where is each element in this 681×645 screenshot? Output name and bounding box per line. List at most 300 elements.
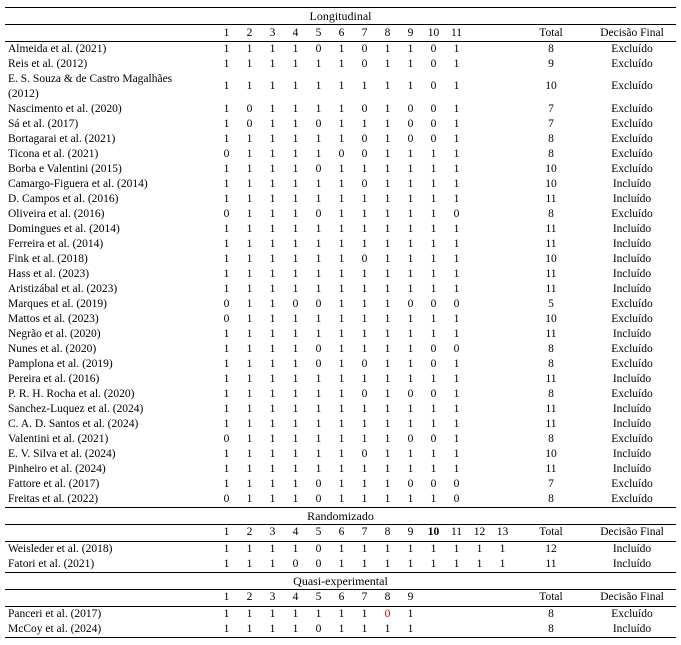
score-cell: 0 [430, 80, 437, 93]
score-cell: 1 [453, 132, 460, 145]
study-name-cell: Negrão et al. (2020) [8, 327, 101, 340]
score-cell: 1 [338, 43, 345, 56]
score-cell: 1 [453, 43, 460, 56]
score-cell: 1 [430, 542, 437, 555]
total-cell: 11 [545, 192, 557, 205]
score-cell: 1 [384, 557, 391, 570]
total-cell: 8 [548, 342, 554, 355]
decision-cell: Excluído [611, 162, 653, 175]
score-cell: 1 [384, 162, 391, 175]
study-name-cell: Aristizábal et al. (2023) [8, 282, 118, 295]
decision-cell: Excluído [611, 607, 653, 620]
score-cell: 1 [246, 447, 253, 460]
score-cell: 0 [315, 297, 322, 310]
score-cell: 1 [430, 147, 437, 160]
score-cell: 1 [246, 557, 253, 570]
score-cell: 1 [384, 222, 391, 235]
score-cell: 1 [315, 147, 322, 160]
score-cell: 1 [269, 477, 276, 490]
score-cell: 1 [361, 462, 368, 475]
study-name-cell: Almeida et al. (2021) [8, 43, 107, 56]
score-cell: 1 [384, 132, 391, 145]
decision-cell: Incluído [612, 372, 652, 385]
score-cell: 1 [269, 132, 276, 145]
score-cell: 1 [246, 432, 253, 445]
score-cell: 1 [338, 222, 345, 235]
score-cell: 1 [292, 252, 299, 265]
decision-cell: Incluído [612, 192, 652, 205]
score-cell: 1 [223, 222, 230, 235]
score-cell: 1 [430, 177, 437, 190]
score-cell: 1 [223, 282, 230, 295]
table-row [5, 402, 676, 417]
score-cell: 1 [407, 222, 414, 235]
score-cell: 1 [499, 557, 506, 570]
decision-header-cell: Decisão Final [600, 591, 664, 604]
score-cell: 1 [315, 252, 322, 265]
decision-cell: Excluído [611, 342, 653, 355]
total-cell: 8 [548, 622, 554, 635]
score-cell: 0 [430, 342, 437, 355]
study-name-cell: P. R. H. Rocha et al. (2020) [8, 387, 135, 400]
score-cell: 1 [338, 462, 345, 475]
study-name-cell: E. S. Souza & de Castro Magalhães (2012) [8, 73, 173, 100]
decision-cell: Incluído [612, 447, 652, 460]
score-cell: 1 [246, 192, 253, 205]
score-cell: 1 [269, 222, 276, 235]
criteria-header-cell: 3 [269, 26, 276, 39]
score-cell: 1 [246, 342, 253, 355]
score-cell: 0 [407, 432, 414, 445]
score-cell: 1 [407, 58, 414, 71]
score-cell: 1 [361, 282, 368, 295]
decision-cell: Excluído [611, 117, 653, 130]
total-cell: 11 [545, 282, 557, 295]
decision-cell: Incluído [612, 417, 652, 430]
section-title: Randomizado [307, 508, 374, 523]
table-row [5, 372, 676, 387]
score-cell: 1 [384, 207, 391, 220]
score-cell: 1 [223, 102, 230, 115]
score-cell: 1 [361, 432, 368, 445]
score-cell: 0 [361, 447, 368, 460]
study-name-cell: Valentini et al. (2021) [8, 432, 109, 445]
decision-cell: Excluído [611, 80, 653, 93]
score-cell: 1 [223, 327, 230, 340]
criteria-header-cell: 8 [384, 591, 391, 604]
table-row [5, 222, 676, 237]
score-cell: 1 [292, 417, 299, 430]
score-cell: 1 [292, 207, 299, 220]
score-cell: 0 [453, 297, 460, 310]
score-cell: 1 [453, 557, 460, 570]
score-cell: 0 [430, 117, 437, 130]
score-cell: 1 [407, 162, 414, 175]
study-name-cell: C. A. D. Santos et al. (2024) [8, 417, 139, 430]
score-cell: 1 [269, 282, 276, 295]
table-row [5, 177, 676, 192]
score-cell: 1 [338, 492, 345, 505]
decision-cell: Excluído [611, 43, 653, 56]
score-cell: 1 [384, 477, 391, 490]
decision-cell: Incluído [612, 622, 652, 635]
score-cell: 1 [269, 312, 276, 325]
score-cell: 1 [292, 132, 299, 145]
score-cell: 1 [223, 542, 230, 555]
score-cell: 1 [292, 43, 299, 56]
score-cell: 1 [430, 162, 437, 175]
score-cell: 1 [384, 492, 391, 505]
table-row [5, 132, 676, 147]
score-cell: 1 [384, 237, 391, 250]
score-cell: 1 [338, 252, 345, 265]
decision-cell: Excluído [611, 357, 653, 370]
score-cell: 1 [223, 80, 230, 93]
table-row [5, 492, 676, 508]
score-cell: 1 [246, 267, 253, 280]
score-cell: 1 [407, 177, 414, 190]
study-name-cell: Oliveira et al. (2016) [8, 207, 105, 220]
score-cell: 1 [384, 542, 391, 555]
score-cell: 1 [338, 387, 345, 400]
total-cell: 10 [545, 162, 557, 175]
score-cell: 0 [361, 132, 368, 145]
score-cell: 1 [269, 297, 276, 310]
criteria-header-cell: 4 [292, 591, 299, 604]
score-cell: 1 [292, 58, 299, 71]
score-cell: 1 [453, 447, 460, 460]
score-cell: 1 [384, 252, 391, 265]
score-cell: 1 [453, 80, 460, 93]
decision-cell: Excluído [611, 132, 653, 145]
score-cell: 1 [315, 58, 322, 71]
total-header-cell: Total [539, 526, 563, 539]
table-row [5, 387, 676, 402]
criteria-header-cell: 2 [246, 591, 253, 604]
assessment-table [5, 7, 676, 638]
score-cell: 1 [384, 417, 391, 430]
total-cell: 10 [545, 80, 557, 93]
decision-cell: Incluído [612, 282, 652, 295]
score-cell: 1 [361, 162, 368, 175]
score-cell: 1 [223, 192, 230, 205]
study-name-cell: Camargo-Figuera et al. (2014) [8, 177, 148, 190]
study-name-cell: Reis et al. (2012) [8, 58, 88, 71]
criteria-header-cell: 6 [338, 26, 345, 39]
score-cell: 1 [407, 43, 414, 56]
table-row [5, 147, 676, 162]
score-cell: 1 [338, 58, 345, 71]
score-cell: 1 [361, 297, 368, 310]
criteria-header-cell: 9 [407, 591, 414, 604]
score-cell: 1 [384, 282, 391, 295]
score-cell: 1 [453, 417, 460, 430]
score-cell: 1 [384, 102, 391, 115]
score-cell: 1 [292, 177, 299, 190]
score-cell: 1 [246, 43, 253, 56]
score-cell: 1 [453, 192, 460, 205]
score-cell: 1 [407, 462, 414, 475]
study-name-cell: Fatori et al. (2021) [8, 557, 95, 570]
score-cell: 1 [453, 102, 460, 115]
score-cell: 1 [269, 622, 276, 635]
score-cell: 1 [338, 297, 345, 310]
criteria-header-cell: 1 [223, 526, 230, 539]
score-cell: 1 [361, 622, 368, 635]
score-cell: 1 [384, 462, 391, 475]
table-row [5, 117, 676, 132]
score-cell: 1 [430, 267, 437, 280]
score-cell: 1 [292, 357, 299, 370]
score-cell: 0 [361, 177, 368, 190]
criteria-header-cell: 5 [315, 591, 322, 604]
score-cell: 1 [361, 192, 368, 205]
score-cell: 1 [246, 162, 253, 175]
score-cell: 0 [453, 477, 460, 490]
score-cell: 1 [430, 282, 437, 295]
score-cell: 0 [315, 162, 322, 175]
score-cell: 0 [407, 387, 414, 400]
study-name-cell: Ticona et al. (2021) [8, 147, 99, 160]
table-row [5, 432, 676, 447]
total-cell: 11 [545, 267, 557, 280]
score-cell: 1 [223, 43, 230, 56]
score-cell: 0 [315, 342, 322, 355]
score-cell: 1 [315, 237, 322, 250]
score-cell: 1 [246, 542, 253, 555]
score-cell: 1 [430, 312, 437, 325]
score-cell: 1 [407, 192, 414, 205]
decision-cell: Incluído [612, 267, 652, 280]
table-row [5, 267, 676, 282]
score-cell: 1 [246, 177, 253, 190]
score-cell: 1 [384, 432, 391, 445]
score-cell: 1 [361, 267, 368, 280]
score-cell: 1 [407, 342, 414, 355]
score-cell: 1 [223, 622, 230, 635]
table-row [5, 102, 676, 117]
score-cell: 1 [384, 177, 391, 190]
score-cell: 0 [407, 102, 414, 115]
score-cell: 1 [499, 542, 506, 555]
score-cell: 1 [453, 117, 460, 130]
criteria-header-cell: 8 [384, 26, 391, 39]
total-cell: 8 [548, 132, 554, 145]
score-cell: 0 [407, 132, 414, 145]
score-cell: 1 [246, 222, 253, 235]
score-cell: 1 [453, 222, 460, 235]
score-cell: 0 [453, 492, 460, 505]
decision-cell: Incluído [612, 402, 652, 415]
score-cell: 1 [361, 417, 368, 430]
score-cell: 1 [315, 177, 322, 190]
score-cell: 1 [407, 492, 414, 505]
score-cell: 1 [384, 447, 391, 460]
score-cell: 1 [269, 147, 276, 160]
score-cell: 1 [292, 192, 299, 205]
score-cell: 1 [246, 147, 253, 160]
total-cell: 11 [545, 222, 557, 235]
decision-cell: Excluído [611, 432, 653, 445]
score-cell: 1 [269, 58, 276, 71]
criteria-header-cell: 9 [407, 26, 414, 39]
score-cell: 1 [315, 432, 322, 445]
criteria-header-cell: 3 [269, 526, 276, 539]
total-header-cell: Total [539, 26, 563, 39]
criteria-header-cell: 7 [361, 591, 368, 604]
score-cell: 1 [453, 432, 460, 445]
study-name-cell: D. Campos et al. (2016) [8, 192, 119, 205]
score-cell: 0 [223, 147, 230, 160]
score-cell: 1 [407, 207, 414, 220]
total-cell: 8 [548, 387, 554, 400]
study-name-cell: Fattore et al. (2017) [8, 477, 100, 490]
decision-cell: Excluído [611, 207, 653, 220]
score-cell: 0 [430, 132, 437, 145]
score-cell: 0 [315, 43, 322, 56]
score-cell: 0 [430, 297, 437, 310]
decision-cell: Excluído [611, 312, 653, 325]
score-cell: 1 [361, 607, 368, 620]
section-header-row [5, 573, 676, 590]
score-cell: 1 [407, 252, 414, 265]
score-cell: 0 [361, 58, 368, 71]
score-cell: 1 [223, 58, 230, 71]
study-name-cell: Hass et al. (2023) [8, 267, 90, 280]
score-cell: 1 [223, 342, 230, 355]
score-cell: 1 [384, 357, 391, 370]
score-cell: 1 [338, 402, 345, 415]
study-name-cell: Freitas et al. (2022) [8, 492, 99, 505]
score-cell: 1 [246, 417, 253, 430]
total-cell: 10 [545, 177, 557, 190]
total-cell: 10 [545, 447, 557, 460]
score-cell: 1 [315, 312, 322, 325]
score-cell: 1 [338, 557, 345, 570]
score-cell: 1 [407, 372, 414, 385]
score-cell: 1 [223, 162, 230, 175]
score-cell: 1 [223, 557, 230, 570]
score-cell: 1 [430, 402, 437, 415]
criteria-header-cell: 5 [315, 26, 322, 39]
score-cell: 1 [384, 297, 391, 310]
score-cell: 0 [361, 147, 368, 160]
score-cell: 1 [430, 237, 437, 250]
score-cell: 1 [292, 542, 299, 555]
score-cell: 1 [269, 357, 276, 370]
score-cell: 1 [407, 607, 414, 620]
score-cell: 1 [246, 58, 253, 71]
score-cell: 1 [453, 237, 460, 250]
total-cell: 9 [548, 58, 554, 71]
study-name-cell: Fink et al. (2018) [8, 252, 88, 265]
score-cell: 1 [246, 357, 253, 370]
score-cell: 1 [384, 327, 391, 340]
score-cell: 1 [269, 43, 276, 56]
score-cell: 1 [361, 542, 368, 555]
score-cell: 1 [361, 372, 368, 385]
score-cell: 1 [223, 117, 230, 130]
score-cell: 1 [269, 327, 276, 340]
score-cell: 1 [315, 132, 322, 145]
score-cell: 1 [338, 282, 345, 295]
score-cell: 1 [269, 102, 276, 115]
score-cell: 1 [269, 557, 276, 570]
score-cell: 1 [407, 282, 414, 295]
score-cell: 1 [453, 147, 460, 160]
score-cell: 0 [315, 542, 322, 555]
score-cell: 1 [315, 222, 322, 235]
table-row [5, 417, 676, 432]
score-cell: 1 [384, 117, 391, 130]
score-cell: 1 [338, 477, 345, 490]
decision-cell: Incluído [612, 177, 652, 190]
score-cell: 1 [315, 462, 322, 475]
score-cell: 1 [246, 237, 253, 250]
score-cell: 1 [384, 387, 391, 400]
criteria-header-row [5, 525, 676, 542]
score-cell: 1 [246, 132, 253, 145]
score-cell: 1 [338, 447, 345, 460]
score-cell: 1 [384, 147, 391, 160]
score-cell: 1 [361, 312, 368, 325]
score-cell: 1 [315, 102, 322, 115]
score-cell: 1 [407, 267, 414, 280]
decision-cell: Excluído [611, 387, 653, 400]
score-cell: 1 [430, 252, 437, 265]
score-cell: 1 [384, 312, 391, 325]
score-cell: 1 [338, 372, 345, 385]
score-cell: 1 [315, 267, 322, 280]
score-cell: 1 [269, 177, 276, 190]
total-cell: 10 [545, 312, 557, 325]
table-row [5, 42, 676, 57]
score-cell: 1 [384, 43, 391, 56]
score-cell: 1 [223, 267, 230, 280]
table-row [5, 357, 676, 372]
score-cell: 1 [430, 557, 437, 570]
score-cell: 1 [407, 357, 414, 370]
score-cell: 1 [338, 622, 345, 635]
table-row [5, 192, 676, 207]
table-row [5, 72, 676, 102]
score-cell: 1 [269, 607, 276, 620]
score-cell: 1 [338, 607, 345, 620]
score-cell: 0 [430, 477, 437, 490]
criteria-header-cell: 2 [246, 26, 253, 39]
score-cell: 1 [246, 312, 253, 325]
score-cell: 1 [292, 387, 299, 400]
score-cell: 1 [292, 162, 299, 175]
study-name-cell: Panceri et al. (2017) [8, 607, 102, 620]
score-cell: 1 [292, 237, 299, 250]
score-cell: 1 [338, 357, 345, 370]
score-cell: 1 [246, 622, 253, 635]
total-cell: 8 [548, 43, 554, 56]
score-cell: 1 [430, 192, 437, 205]
score-cell: 0 [315, 557, 322, 570]
score-cell: 1 [430, 207, 437, 220]
total-cell: 5 [548, 297, 554, 310]
score-cell: 1 [407, 417, 414, 430]
score-cell: 1 [223, 357, 230, 370]
score-cell: 1 [246, 207, 253, 220]
score-cell: 0 [246, 117, 253, 130]
score-cell: 1 [223, 372, 230, 385]
score-cell: 1 [223, 607, 230, 620]
score-cell: 0 [361, 43, 368, 56]
score-cell: 0 [292, 297, 299, 310]
